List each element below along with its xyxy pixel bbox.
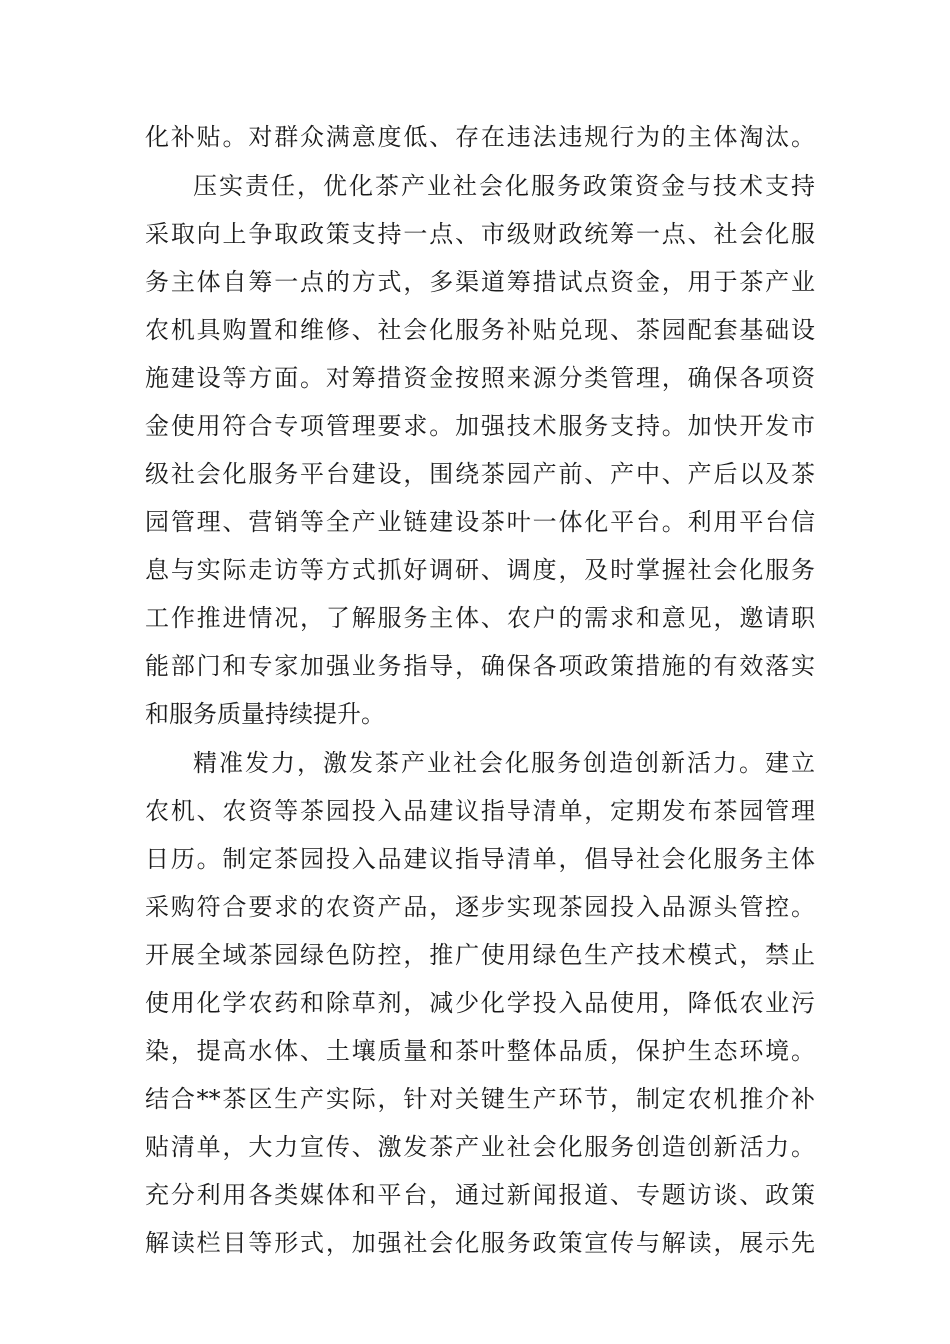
paragraph-line: 解读栏目等形式，加强社会化服务政策宣传与解读，展示先 bbox=[145, 1229, 815, 1257]
paragraph-line: 使用化学农药和除草剂，减少化学投入品使用，降低农业污 bbox=[145, 989, 815, 1017]
paragraph-line: 日历。制定茶园投入品建议指导清单，倡导社会化服务主体 bbox=[145, 845, 815, 873]
paragraph-line: 金使用符合专项管理要求。加强技术服务支持。加快开发市 bbox=[145, 412, 815, 440]
paragraph-line: 采取向上争取政策支持一点、市级财政统筹一点、社会化服 bbox=[145, 220, 815, 248]
paragraph-line: 结合**茶区生产实际，针对关键生产环节，制定农机推介补 bbox=[145, 1085, 815, 1113]
paragraph-line: 化补贴。对群众满意度低、存在违法违规行为的主体淘汰。 bbox=[145, 123, 815, 151]
paragraph-line: 务主体自筹一点的方式，多渠道筹措试点资金，用于茶产业 bbox=[145, 268, 815, 296]
paragraph-line: 施建设等方面。对筹措资金按照来源分类管理，确保各项资 bbox=[145, 364, 815, 392]
paragraph-line: 开展全域茶园绿色防控，推广使用绿色生产技术模式，禁止 bbox=[145, 941, 815, 969]
paragraph-line: 息与实际走访等方式抓好调研、调度，及时掌握社会化服务 bbox=[145, 556, 815, 584]
paragraph-line: 采购符合要求的农资产品，逐步实现茶园投入品源头管控。 bbox=[145, 893, 815, 921]
paragraph-line: 农机、农资等茶园投入品建议指导清单，定期发布茶园管理 bbox=[145, 797, 815, 825]
paragraph-line: 园管理、营销等全产业链建设茶叶一体化平台。利用平台信 bbox=[145, 508, 815, 536]
paragraph-line: 染，提高水体、土壤质量和茶叶整体品质，保护生态环境。 bbox=[145, 1037, 815, 1065]
paragraph-line: 和服务质量持续提升。 bbox=[145, 700, 385, 728]
paragraph-line: 农机具购置和维修、社会化服务补贴兑现、茶园配套基础设 bbox=[145, 316, 815, 344]
paragraph-line: 工作推进情况，了解服务主体、农户的需求和意见，邀请职 bbox=[145, 604, 815, 632]
paragraph-line: 压实责任，优化茶产业社会化服务政策资金与技术支持 bbox=[193, 172, 815, 200]
paragraph-line: 级社会化服务平台建设，围绕茶园产前、产中、产后以及茶 bbox=[145, 460, 815, 488]
paragraph-line: 能部门和专家加强业务指导，确保各项政策措施的有效落实 bbox=[145, 652, 815, 680]
paragraph-line: 贴清单，大力宣传、激发茶产业社会化服务创造创新活力。 bbox=[145, 1133, 815, 1161]
paragraph-line: 精准发力，激发茶产业社会化服务创造创新活力。建立 bbox=[193, 749, 815, 777]
paragraph-line: 充分利用各类媒体和平台，通过新闻报道、专题访谈、政策 bbox=[145, 1181, 815, 1209]
